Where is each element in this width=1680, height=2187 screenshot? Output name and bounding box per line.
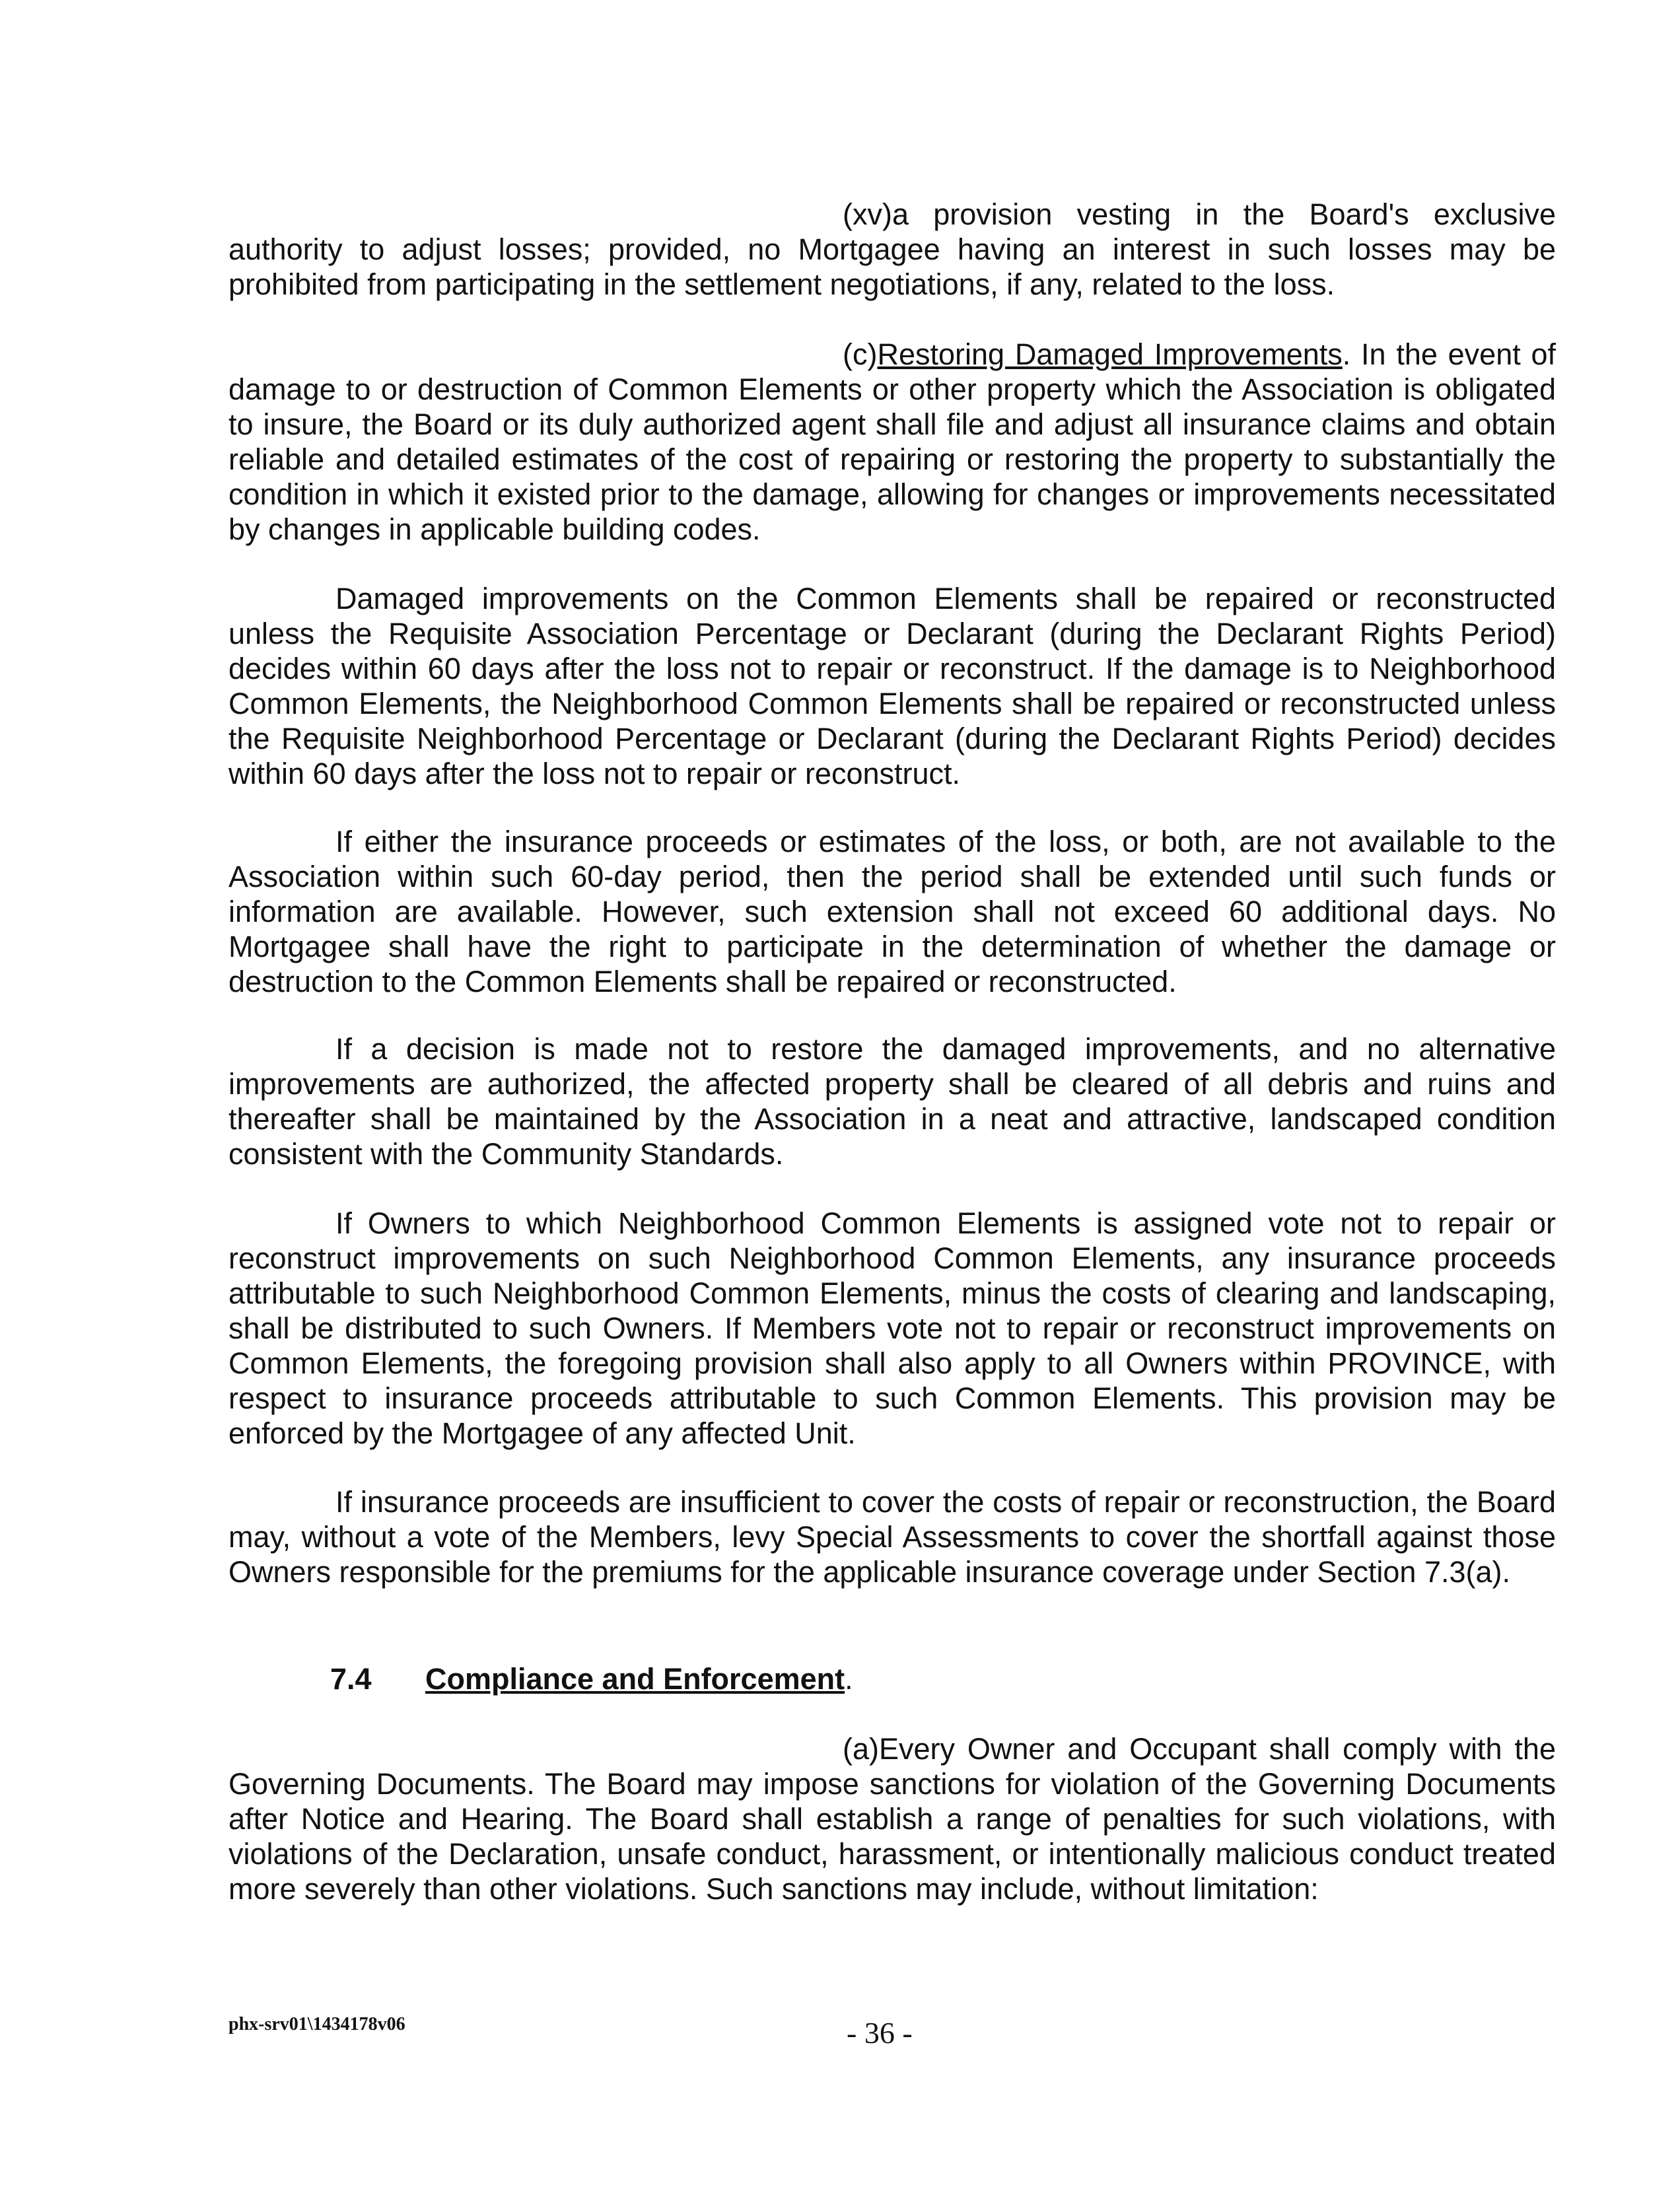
paragraph-c-heading: Restoring Damaged Improvements: [877, 337, 1343, 371]
paragraph-c-text: . In the event of damage to or destruction of Common Elements or other property which the Association is obligated to insure, the Board or its duly authorized agent shall file and adjust all insurance claims and obtain reliable and detailed estimates of the cost of repairing or restoring the property to substantially the condition in which it existed prior to the damage, allowing for changes or improvements necessitated by changes in applicable building codes.: [228, 337, 1556, 546]
section-heading: [330, 1661, 853, 1696]
paragraph-insurance-proceeds: [228, 824, 1556, 999]
paragraph-xv-text: a provision vesting in the Board's exclusive authority to adjust losses; provided, no Mortgagee having an interest in such losses may be prohibited from participating in the settlement negotiations, if any, related to the loss.: [228, 197, 1556, 301]
paragraph-decision-not-to-restore: [228, 1031, 1556, 1171]
paragraph-4-text: If either the insurance proceeds or estimates of the loss, or both, are not available to the Association within such 60-day period, then the period shall be extended until such funds or information are available. However, such extension shall not exceed 60 additional days. No Mortgagee shall have the right to participate in the determination of whether the damage or destruction to the Common Elements shall be repaired or reconstructed.: [228, 825, 1556, 998]
paragraph-insufficient-proceeds: [228, 1484, 1556, 1589]
page-number: - 36 -: [847, 2016, 913, 2050]
paragraph-7-text: If insurance proceeds are insufficient to cover the costs of repair or reconstruction, the Board may, without a vote of the Members, levy Special Assessments to cover the shortfall against those Owners responsible for the premiums for the applicable insurance coverage under Section 7.3(a).: [228, 1485, 1556, 1589]
paragraph-marker-xv: (xv): [843, 197, 892, 231]
footer-document-id: phx-srv01\1434178v06: [228, 2014, 405, 2034]
paragraph-3-text: Damaged improvements on the Common Elements shall be repaired or reconstructed unless the Requisite Association Percentage or Declarant (during the Declarant Rights Period) decides within 60 days after the loss not to repair or reconstruct. If the damage is to Neighborhood Common Elements, the Neighborhood Common Elements shall be repaired or reconstructed unless the Requisite Neighborhood Percentage or Declarant (during the Declarant Rights Period) decides within 60 days after the loss not to repair or reconstruct.: [228, 582, 1556, 790]
paragraph-owners-vote: [228, 1206, 1556, 1451]
section-title: Compliance and Enforcement: [425, 1662, 845, 1696]
paragraph-c: [228, 337, 1556, 547]
section-title-period: .: [845, 1662, 853, 1696]
paragraph-a: [228, 1731, 1556, 1906]
paragraph-xv: [228, 197, 1556, 302]
paragraph-damaged-improvements: [228, 581, 1556, 791]
paragraph-marker-c: (c): [843, 337, 878, 371]
paragraph-6-text: If Owners to which Neighborhood Common Elements is assigned vote not to repair or reconstruct improvements on such Neighborhood Common Elements, any insurance proceeds attributable to such Neighborhood Common Elements, minus the costs of clearing and landscaping, shall be distributed to such Owners. If Members vote not to repair or reconstruct improvements on Common Elements, the foregoing provision shall also apply to all Owners within PROVINCE, with respect to insurance proceeds attributable to such Common Elements. This provision may be enforced by the Mortgagee of any affected Unit.: [228, 1206, 1556, 1450]
section-number: 7.4: [330, 1662, 372, 1696]
paragraph-a-text: Every Owner and Occupant shall comply with the Governing Documents. The Board may impose sanctions for violation of the Governing Documents after Notice and Hearing. The Board shall establish a range of penalties for such violations, with violations of the Declaration, unsafe conduct, harassment, or intentionally malicious conduct treated more severely than other violations. Such sanctions may include, without limitation:: [228, 1732, 1556, 1906]
paragraph-marker-a: (a): [843, 1732, 879, 1766]
paragraph-5-text: If a decision is made not to restore the damaged improvements, and no alternative improvements are authorized, the affected property shall be cleared of all debris and ruins and thereafter shall be maintained by the Association in a neat and attractive, landscaped condition consistent with the Community Standards.: [228, 1032, 1556, 1171]
